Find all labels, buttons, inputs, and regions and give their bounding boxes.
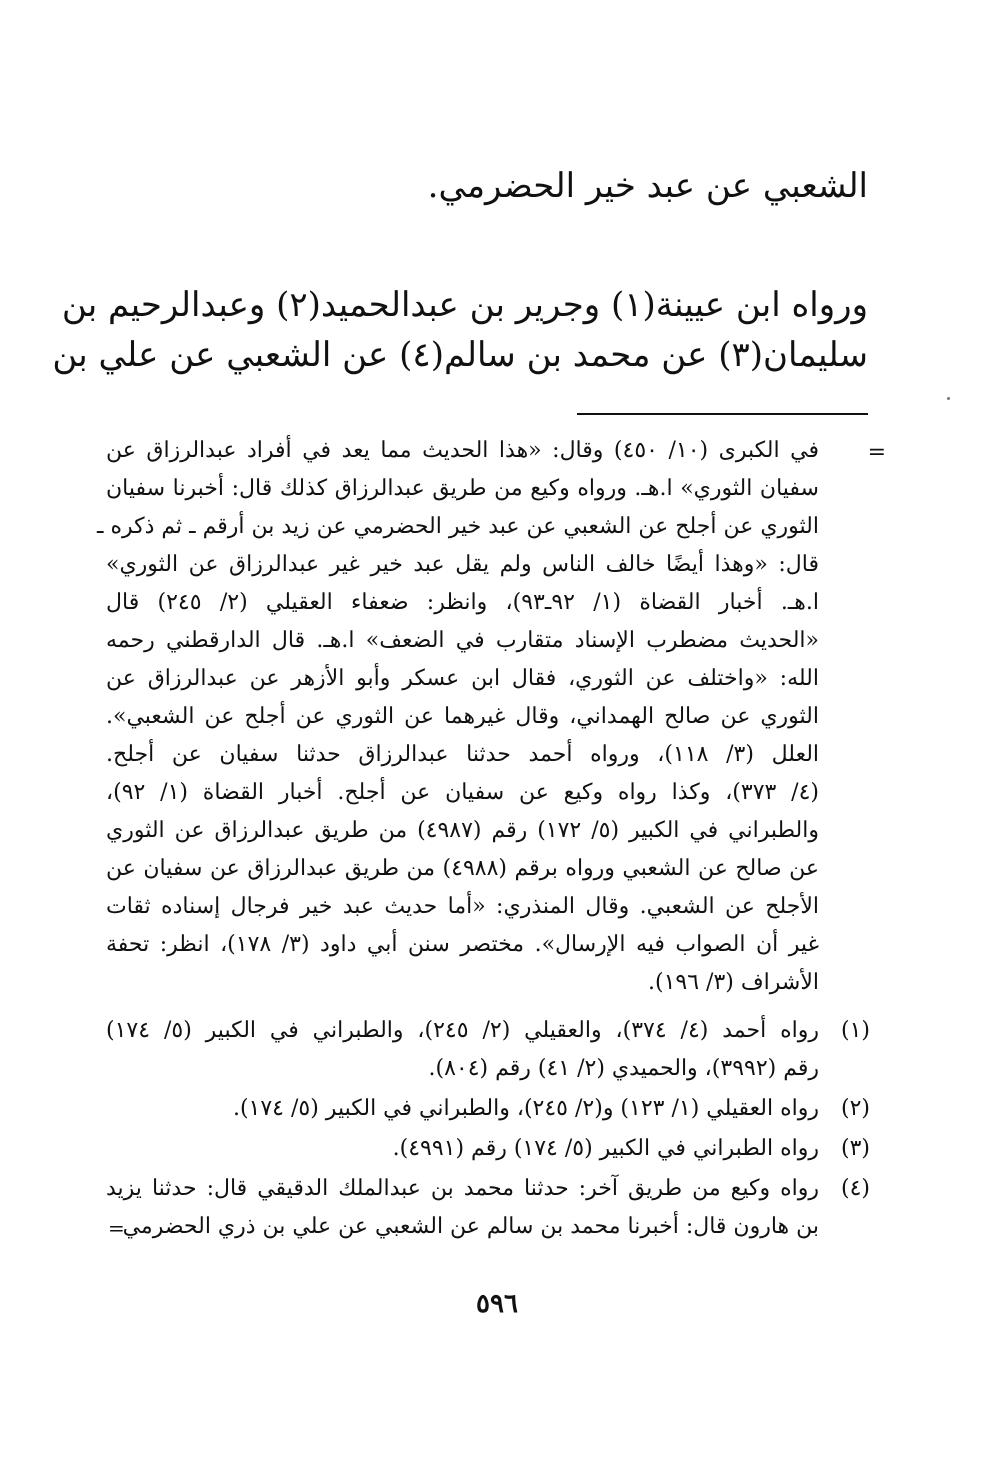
footnote-continuation-line: الأشراف (٣/ ١٩٦). [648,970,819,995]
footnote-2-line: رواه العقيلي (١/ ١٢٣) و(٢/ ٢٤٥)، والطبراني في الكبير (٥/ ١٧٤). [232,1096,819,1121]
footnote-continuation-line: والطبراني في الكبير (٥/ ١٧٢) رقم (٤٩٨٧) من طريق عبدالرزاق عن الثوري [106,818,819,843]
footnote-3-line: رواه الطبراني في الكبير (٥/ ١٧٤) رقم (٤٩٩١). [392,1136,819,1161]
footnote-continuation-marker: = [867,440,886,465]
main-text-line-2: ورواه ابن عيينة(١) وجرير بن عبدالحميد(٢) وعبدالرحيم بن [61,285,868,325]
footnote-2-marker: (٢) [840,1096,870,1121]
footnote-continuation-line: الثوري عن صالح الهمداني، وقال غيرهما عن الثوري عن أجلح عن الشعبي». [106,704,819,729]
footnote-separator [577,413,868,415]
footnote-continuation-line: الله: «واختلف عن الثوري، فقال ابن عسكر وأبو الأزهر عن عبدالرزاق عن [106,666,819,691]
footnote-4-line: بن هارون قال: أخبرنا محمد بن سالم عن الشعبي عن علي بن ذري الحضرمي [122,1214,819,1239]
main-text-line-3: سليمان(٣) عن محمد بن سالم(٤) عن الشعبي عن علي بن [52,335,868,375]
footnote-continuation-line: «الحديث مضطرب الإسناد متقارب في الضعف» ا.هـ. قال الدارقطني رحمه [106,628,819,653]
footnote-continuation-line: قال: «وهذا أيضًا خالف الناس ولم يقل عبد خير غير عبدالرزاق عن الثوري» [106,552,819,577]
footnote-1-line: رقم (٣٩٩٢)، والحميدي (٢/ ٤١) رقم (٨٠٤). [428,1056,819,1081]
footnote-continuation-line: سفيان الثوري» ا.هـ. ورواه وكيع من طريق عبدالرزاق كذلك قال: أخبرنا سفيان [106,476,819,501]
footnote-continuation-line: عن صالح عن الشعبي ورواه برقم (٤٩٨٨) من طريق عبدالرزاق عن سفيان عن [106,856,819,881]
main-text-line-1: الشعبي عن عبد خير الحضرمي. [427,166,868,206]
footnote-3-marker: (٣) [840,1136,870,1161]
page-number: ٥٩٦ [476,1289,518,1319]
footnote-continuation-line: ا.هـ. أخبار القضاة (١/ ٩٢ـ٩٣)، وانظر: ضعفاء العقيلي (٢/ ٢٤٥) قال [106,590,820,615]
footnote-1-line: رواه أحمد (٤/ ٣٧٤)، والعقيلي (٢/ ٢٤٥)، والطبراني في الكبير (٥/ ١٧٤) [106,1018,820,1043]
footnote-4-marker: (٤) [840,1176,870,1201]
footnote-continuation-line: العلل (٣/ ١١٨)، ورواه أحمد حدثنا عبدالرزاق حدثنا سفيان عن أجلح. [106,742,820,767]
footnote-4-line: رواه وكيع من طريق آخر: حدثنا محمد بن عبدالملك الدقيقي قال: حدثنا يزيد [106,1176,819,1201]
footnote-continuation-line: غير أن الصواب فيه الإرسال». مختصر سنن أبي داود (٣/ ١٧٨)، انظر: تحفة [106,932,820,957]
footnote-4-continues-mark: = [108,1216,125,1240]
footnote-1-marker: (١) [840,1018,870,1043]
footnote-continuation-line: (٤/ ٣٧٣)، وكذا رواه وكيع عن سفيان عن أجلح. أخبار القضاة (١/ ٩٢)، [106,780,819,805]
footnote-continuation-line: الأجلح عن الشعبي. وقال المنذري: «أما حديث عبد خير فرجال إسناده ثقات [106,894,819,919]
footnote-continuation-line: الثوري عن أجلح عن الشعبي عن عبد خير الحضرمي عن زيد بن أرقم ـ ثم ذكره ـ [97,514,819,539]
footnote-continuation-line: في الكبرى (١٠/ ٤٥٠) وقال: «هذا الحديث مما يعد في أفراد عبدالرزاق عن [106,438,819,463]
scan-speck [947,397,950,400]
